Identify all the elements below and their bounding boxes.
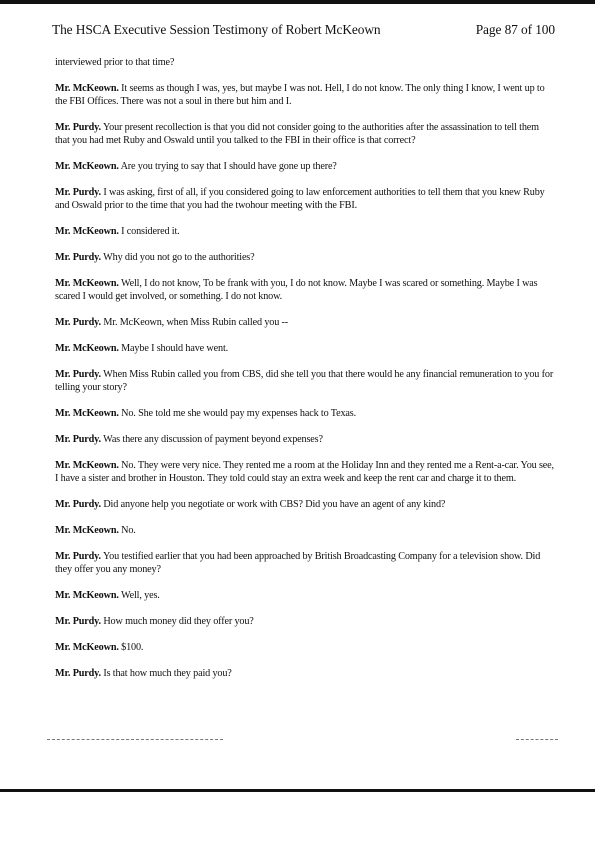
testimony-turns [55, 82, 555, 680]
statement-text: When Miss Rubin called you from CBS, did she tell you that there would he any financial remuneration to you for telling your story? [55, 369, 554, 393]
speaker-name: Mr. Purdy. [55, 616, 101, 627]
bottom-border [0, 789, 595, 792]
testimony-turn [55, 550, 555, 576]
speaker-name: Mr. McKeown. [55, 408, 119, 419]
statement-text: How much money did they offer you? [100, 616, 254, 627]
speaker-name: Mr. Purdy. [55, 434, 101, 445]
page-number: Page 87 of 100 [475, 22, 555, 37]
speaker-name: Mr. McKeown. [55, 642, 119, 653]
statement-text: It seems as though I was, yes, but maybe I was not. Hell, I do not know. The only thing I know, I went up to the FBI Offices. There was not a soul in there but him and I. [55, 83, 545, 107]
statement-text: No. [118, 525, 136, 536]
speaker-name: Mr. Purdy. [55, 187, 101, 198]
testimony-turn [55, 251, 555, 264]
page-header [52, 22, 555, 38]
speaker-name: Mr. Purdy. [55, 317, 101, 328]
speaker-name: Mr. McKeown. [55, 83, 119, 94]
testimony-turn [55, 186, 555, 212]
statement-text: Why did you not go to the authorities? [100, 252, 255, 263]
transcript-body [55, 56, 555, 693]
document-title: The HSCA Executive Session Testimony of Robert McKeown [52, 22, 381, 37]
speaker-name: Mr. Purdy. [55, 369, 101, 380]
speaker-name: Mr. Purdy. [55, 499, 101, 510]
testimony-turn [55, 524, 555, 537]
testimony-turn [55, 368, 555, 394]
top-border [0, 0, 595, 4]
statement-text: Maybe I should have went. [118, 343, 229, 354]
testimony-turn [55, 641, 555, 654]
statement-text: Well, I do not know, To be frank with you, I do not know. Maybe I was scared or something. Maybe I was scared I would get involved, or something. I do not know. [55, 278, 538, 302]
testimony-turn [55, 160, 555, 173]
testimony-turn [55, 667, 555, 680]
testimony-turn [55, 82, 555, 108]
speaker-name: Mr. McKeown. [55, 525, 119, 536]
testimony-turn [55, 277, 555, 303]
statement-text: Are you trying to say that I should have gone up there? [118, 161, 337, 172]
testimony-turn [55, 615, 555, 628]
statement-text: Was there any discussion of payment beyond expenses? [100, 434, 323, 445]
speaker-name: Mr. McKeown. [55, 161, 119, 172]
statement-text: No. They were very nice. They rented me a room at the Holiday Inn and they rented me a Rent-a-car. You see, I have a sister and brother in Houston. They told could stay an extra week and keep the rent car and charge it to them. [55, 460, 554, 484]
speaker-name: Mr. McKeown. [55, 590, 119, 601]
speaker-name: Mr. Purdy. [55, 668, 101, 679]
footer-dashed-line-right [516, 739, 558, 740]
statement-text: I was asking, first of all, if you considered going to law enforcement authorities to tell them that you knew Ruby and Oswald prior to the time that you had the twohour meeting with the FBI. [55, 187, 545, 211]
testimony-turn [55, 121, 555, 147]
statement-text: I considered it. [118, 226, 180, 237]
testimony-turn [55, 589, 555, 602]
statement-text: Well, yes. [118, 590, 160, 601]
testimony-turn [55, 225, 555, 238]
statement-text: No. She told me she would pay my expenses hack to Texas. [118, 408, 357, 419]
testimony-turn [55, 407, 555, 420]
speaker-name: Mr. McKeown. [55, 226, 119, 237]
speaker-name: Mr. Purdy. [55, 122, 101, 133]
continued-text: interviewed prior to that time? [55, 57, 175, 68]
footer-dashed-line [47, 739, 223, 740]
statement-text: You testified earlier that you had been approached by British Broadcasting Company for a television show. Did they offer you any money? [55, 551, 541, 575]
testimony-turn [55, 342, 555, 355]
statement-text: Mr. McKeown, when Miss Rubin called you -- [100, 317, 289, 328]
speaker-name: Mr. McKeown. [55, 460, 119, 471]
statement-text: Did anyone help you negotiate or work with CBS? Did you have an agent of any kind? [100, 499, 446, 510]
statement-text: $100. [118, 642, 144, 653]
testimony-turn [55, 459, 555, 485]
speaker-name: Mr. Purdy. [55, 551, 101, 562]
speaker-name: Mr. McKeown. [55, 343, 119, 354]
speaker-name: Mr. McKeown. [55, 278, 119, 289]
statement-text: Is that how much they paid you? [100, 668, 232, 679]
statement-text: Your present recollection is that you did not consider going to the authorities after the assassination to tell them that you had met Ruby and Oswald until you talked to the FBI in their office is that correct? [55, 122, 539, 146]
testimony-turn [55, 433, 555, 446]
testimony-turn [55, 316, 555, 329]
speaker-name: Mr. Purdy. [55, 252, 101, 263]
testimony-turn [55, 498, 555, 511]
